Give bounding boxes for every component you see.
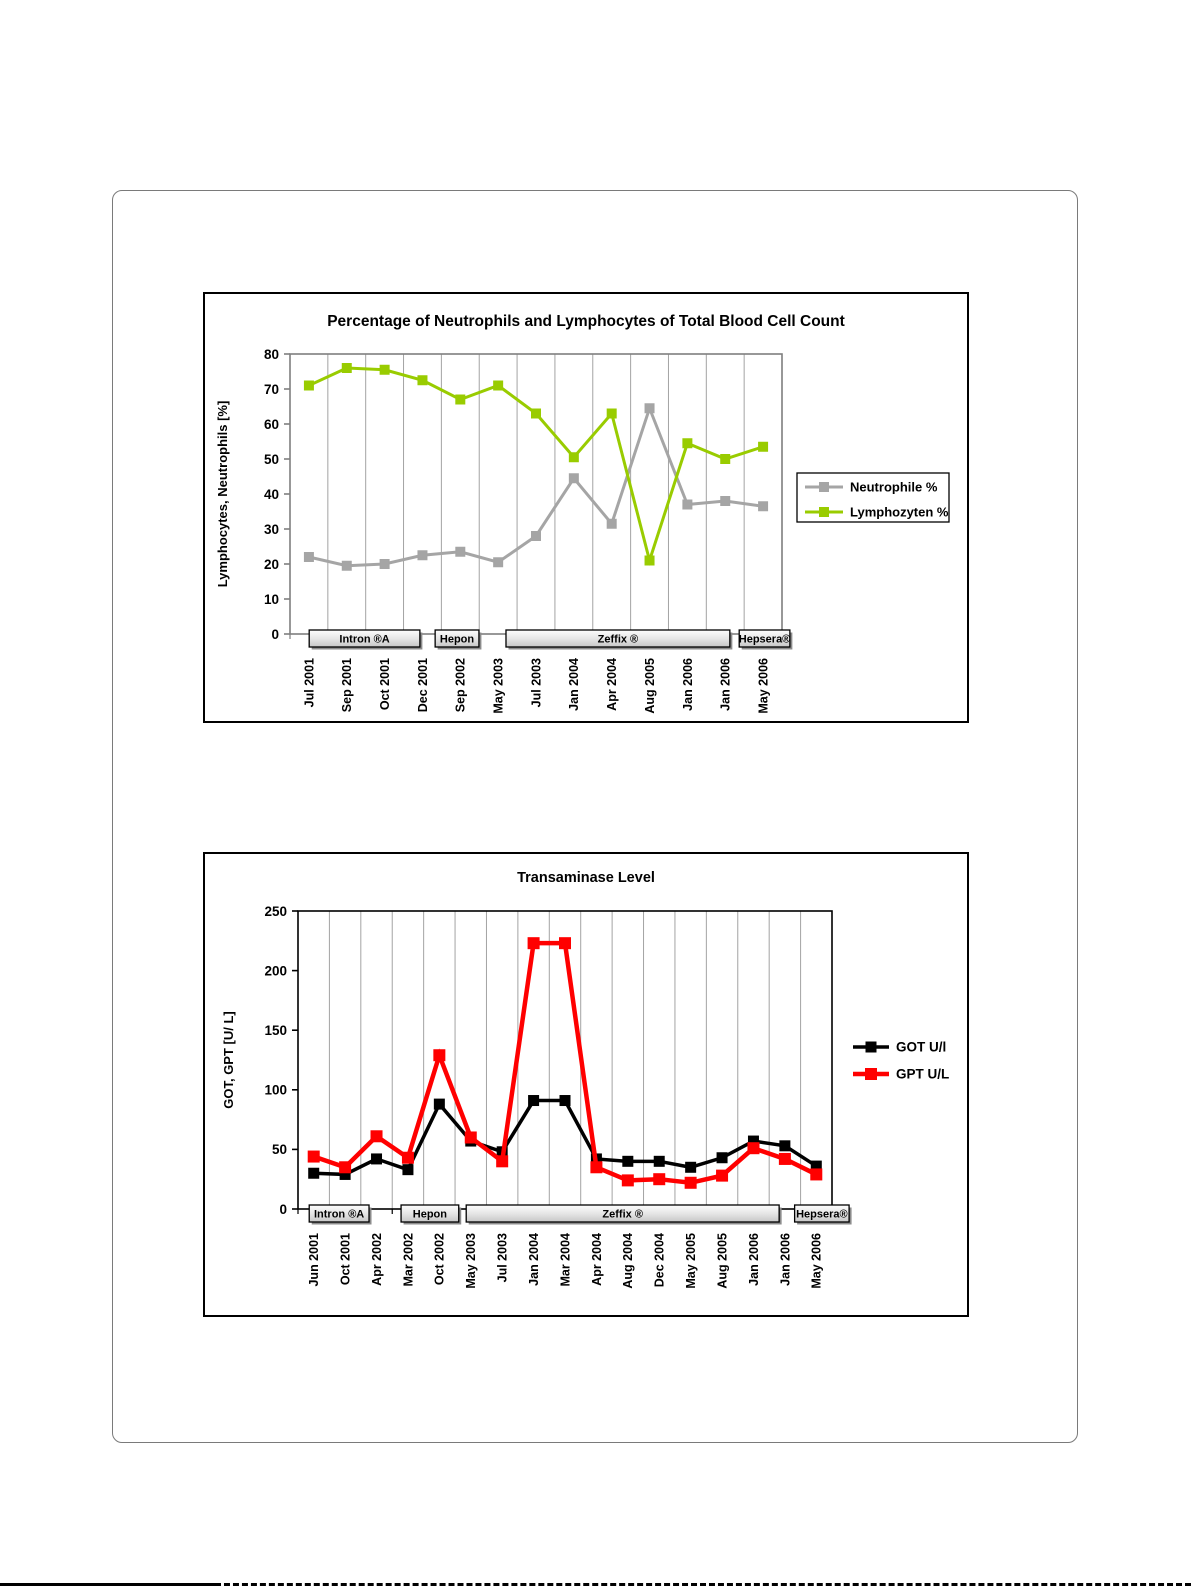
- data-point-marker: [380, 560, 389, 569]
- y-tick-label: 200: [264, 963, 287, 979]
- therapy-bar-label: Hepsera®: [738, 633, 791, 646]
- x-axis-label: Jun 2001: [307, 1233, 322, 1287]
- data-point-marker: [532, 409, 541, 418]
- data-point-marker: [465, 1132, 476, 1143]
- data-point-marker: [607, 519, 616, 528]
- x-axis-label: Jan 2004: [567, 658, 582, 711]
- data-point-marker: [717, 1153, 727, 1163]
- y-axis-title: Lymphocytes, Neutrophils [%]: [215, 400, 230, 588]
- data-point-marker: [607, 409, 616, 418]
- data-point-marker: [532, 532, 541, 541]
- legend-marker: [819, 482, 829, 492]
- x-axis-label: Jan 2004: [526, 1233, 541, 1286]
- data-point-marker: [748, 1143, 759, 1154]
- data-point-marker: [372, 1154, 382, 1164]
- data-point-marker: [308, 1151, 319, 1162]
- data-point-marker: [759, 502, 768, 511]
- chart-title: Transaminase Level: [517, 870, 655, 886]
- data-point-marker: [683, 500, 692, 509]
- chart-frame-transaminase: [203, 852, 969, 1317]
- data-point-marker: [560, 1096, 570, 1106]
- data-point-marker: [721, 497, 730, 506]
- data-point-marker: [380, 365, 389, 374]
- x-axis-label: May 2006: [809, 1233, 824, 1289]
- therapy-bar-label: Zeffix ®: [602, 1208, 643, 1221]
- x-axis-label: Jan 2006: [680, 658, 695, 711]
- data-point-marker: [418, 376, 427, 385]
- data-point-marker: [779, 1153, 790, 1164]
- data-point-marker: [418, 551, 427, 560]
- data-point-marker: [623, 1156, 633, 1166]
- data-point-marker: [434, 1050, 445, 1061]
- therapy-bar-label: Hepsera®: [796, 1208, 848, 1221]
- y-tick-label: 0: [279, 1201, 287, 1217]
- y-tick-label: 40: [263, 486, 279, 502]
- therapy-bar-label: Hepon: [439, 633, 475, 646]
- x-axis-label: Jan 2006: [778, 1233, 793, 1286]
- data-point-marker: [340, 1162, 351, 1173]
- x-axis-label: Apr 2004: [605, 658, 620, 711]
- data-point-marker: [654, 1156, 664, 1166]
- data-point-marker: [402, 1152, 413, 1163]
- data-point-marker: [342, 364, 351, 373]
- x-axis-label: Apr 2002: [369, 1233, 384, 1286]
- page-break-line-solid-segment: [0, 1583, 215, 1586]
- data-point-marker: [622, 1175, 633, 1186]
- y-tick-label: 10: [263, 591, 279, 607]
- therapy-bar-label: Zeffix ®: [597, 633, 639, 646]
- legend-label: GOT U/l: [896, 1039, 947, 1055]
- data-point-marker: [645, 556, 654, 565]
- legend-label: Lymphozyten %: [850, 504, 949, 520]
- data-point-marker: [434, 1099, 444, 1109]
- data-point-marker: [494, 381, 503, 390]
- chart-title: Percentage of Neutrophils and Lymphocytes of Total Blood Cell Count: [327, 313, 845, 330]
- y-tick-label: 250: [264, 903, 287, 919]
- y-tick-label: 0: [271, 626, 279, 642]
- y-tick-label: 20: [263, 556, 279, 572]
- x-axis-label: Aug 2005: [642, 658, 657, 714]
- data-point-marker: [371, 1131, 382, 1142]
- plot-area: [290, 354, 782, 634]
- x-axis-label: Oct 2001: [338, 1233, 353, 1286]
- y-tick-label: 100: [264, 1082, 287, 1098]
- data-point-marker: [569, 474, 578, 483]
- x-axis-label: Jan 2006: [718, 658, 733, 711]
- therapy-bar-label: Intron ®A: [313, 1208, 365, 1221]
- x-axis-label: Dec 2004: [652, 1233, 667, 1288]
- data-point-marker: [685, 1177, 696, 1188]
- data-point-marker: [309, 1168, 319, 1178]
- x-axis-label: Aug 2005: [715, 1233, 730, 1289]
- data-point-marker: [497, 1156, 508, 1167]
- x-axis-label: Oct 2002: [432, 1233, 447, 1286]
- x-axis-label: Sep 2001: [340, 658, 355, 713]
- x-axis-label: Jul 2001: [302, 658, 317, 708]
- x-axis-label: May 2005: [684, 1233, 699, 1289]
- x-axis-label: Jul 2003: [495, 1233, 510, 1283]
- x-axis-label: Sep 2002: [453, 658, 468, 713]
- data-point-marker: [560, 938, 571, 949]
- x-axis-label: May 2003: [464, 1233, 479, 1289]
- y-tick-label: 80: [263, 346, 279, 362]
- y-tick-label: 50: [263, 451, 279, 467]
- data-point-marker: [683, 439, 692, 448]
- legend-marker: [865, 1068, 877, 1080]
- transaminase-level-chart: [205, 854, 967, 1315]
- therapy-bar-label: Hepon: [412, 1208, 448, 1221]
- x-axis-label: Mar 2002: [401, 1233, 416, 1287]
- x-axis-label: Aug 2004: [621, 1233, 636, 1289]
- legend-marker: [819, 507, 829, 517]
- data-point-marker: [721, 455, 730, 464]
- chart-frame-blood-cell-count: [203, 292, 969, 723]
- legend-label: Neutrophile %: [850, 479, 938, 495]
- data-point-marker: [456, 395, 465, 404]
- y-tick-label: 60: [263, 416, 279, 432]
- x-axis-label: Apr 2004: [589, 1233, 604, 1286]
- data-point-marker: [759, 442, 768, 451]
- legend-marker: [866, 1042, 877, 1053]
- page-break-line: [0, 1583, 1191, 1586]
- y-tick-label: 150: [264, 1023, 287, 1038]
- page-break-line-dashed-segment: [215, 1583, 1191, 1586]
- data-point-marker: [811, 1169, 822, 1180]
- data-point-marker: [403, 1165, 413, 1175]
- y-tick-label: 50: [271, 1142, 287, 1158]
- data-point-marker: [717, 1170, 728, 1181]
- data-point-marker: [528, 938, 539, 949]
- data-point-marker: [529, 1096, 539, 1106]
- data-point-marker: [494, 558, 503, 567]
- x-axis-label: Jul 2003: [529, 658, 544, 708]
- data-point-marker: [591, 1162, 602, 1173]
- legend-label: GPT U/L: [896, 1066, 950, 1082]
- y-tick-label: 70: [263, 381, 279, 397]
- data-point-marker: [569, 453, 578, 462]
- x-axis-label: Oct 2001: [377, 658, 392, 711]
- x-axis-label: May 2006: [756, 658, 771, 714]
- blood-cell-percentage-chart: [205, 294, 967, 721]
- data-point-marker: [456, 547, 465, 556]
- x-axis-label: Mar 2004: [558, 1233, 573, 1287]
- x-axis-label: Dec 2001: [415, 658, 430, 713]
- data-point-marker: [686, 1162, 696, 1172]
- x-axis-label: May 2003: [491, 658, 506, 714]
- data-point-marker: [654, 1174, 665, 1185]
- y-axis-title: GOT, GPT [U/ L]: [221, 1011, 236, 1109]
- data-point-marker: [304, 381, 313, 390]
- data-point-marker: [304, 553, 313, 562]
- x-axis-label: Jan 2006: [746, 1233, 761, 1286]
- y-tick-label: 30: [263, 521, 279, 537]
- data-point-marker: [342, 561, 351, 570]
- data-point-marker: [780, 1141, 790, 1151]
- therapy-bar-label: Intron ®A: [339, 633, 390, 646]
- data-point-marker: [645, 404, 654, 413]
